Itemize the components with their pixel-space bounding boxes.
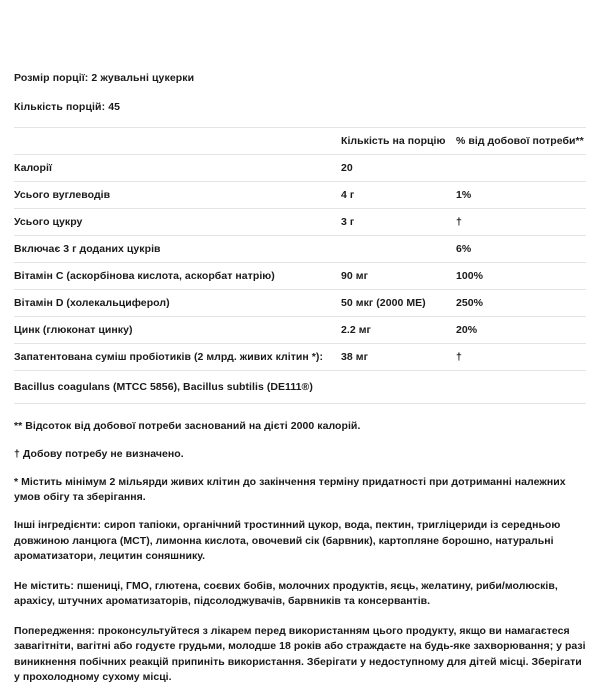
nutrient-amount: 20 — [341, 162, 353, 174]
nutrient-daily-value: † — [456, 351, 462, 363]
column-header-daily-value: % від добової потреби** — [456, 135, 584, 147]
nutrient-name: Усього вуглеводів — [14, 189, 111, 201]
table-row — [14, 344, 586, 371]
table-row — [14, 182, 586, 209]
footnote-dagger-not-established: † Добову потребу не визначено. — [14, 448, 184, 460]
nutrient-daily-value: 100% — [456, 270, 484, 282]
servings-per-container-line: Кількість порцій: 45 — [14, 101, 121, 113]
nutrient-daily-value: 1% — [456, 189, 472, 201]
nutrient-amount: 2.2 мг — [341, 324, 371, 336]
nutrient-daily-value — [456, 155, 586, 182]
table-row — [14, 290, 586, 317]
nutrient-amount: 38 мг — [341, 351, 368, 363]
nutrient-name: Усього цукру — [14, 216, 83, 228]
table-row — [14, 209, 586, 236]
table-row — [14, 317, 586, 344]
table-header — [14, 128, 586, 155]
nutrient-daily-value: 6% — [456, 243, 472, 255]
table-row — [14, 263, 586, 290]
nutrient-name: Включає 3 г доданих цукрів — [14, 243, 161, 255]
probiotic-strain-list: Bacillus coagulans (MTCC 5856), Bacillus subtilis (DE111®) — [14, 381, 313, 393]
nutrient-name: Запатентована суміш пробіотиків (2 млрд. живих клітин *): — [14, 351, 324, 363]
footnote-daily-value-basis: ** Відсоток від добової потреби заснований на дієті 2000 калорій. — [14, 420, 361, 432]
nutrient-name: Вітамін D (холекальциферол) — [14, 297, 170, 309]
serving-size-line: Розмір порції: 2 жувальні цукерки — [14, 72, 195, 84]
free-from-paragraph: Не містить: пшениці, ГМО, глютена, соєвих бобів, молочних продуктів, яєць, желатину, риби/молюсків, арахісу, штучних ароматизаторів, підсолоджувачів, барвників та консервантів. — [14, 579, 558, 607]
table-row — [14, 236, 586, 263]
table-header-row — [14, 128, 586, 155]
nutrient-amount: 50 мкг (2000 МЕ) — [341, 297, 426, 309]
table-body — [14, 155, 586, 404]
supplement-facts-table — [14, 127, 586, 404]
other-ingredients-paragraph: Інші інгредієнти: сироп тапіоки, органічний тростинний цукор, вода, пектин, тригліцериди із середньою довжиною ланцюга (MCT), лимонна кислота, овочевий сік (барвник), картопляне борошно, натуральні ароматизатори, лецитин соняшнику. — [14, 519, 561, 562]
nutrient-name: Цинк (глюконат цинку) — [14, 324, 133, 336]
nutrient-amount — [341, 236, 456, 263]
nutrient-name: Калорії — [14, 162, 52, 174]
nutrient-daily-value: † — [456, 216, 462, 228]
nutrient-amount: 90 мг — [341, 270, 368, 282]
nutrient-name: Вітамін C (аскорбінова кислота, аскорбат натрію) — [14, 270, 275, 282]
nutrient-daily-value: 20% — [456, 324, 478, 336]
warning-paragraph: Попередження: проконсультуйтеся з лікарем перед використанням цього продукту, якщо ви намагаєтеся завагітніти, вагітні або годуєте грудьми, молодше 18 років або страждаєте на будь-яке захворювання; у разі виникнення побічних реакцій припиніть використання. Зберігати у недоступному для дітей місці. Зберігати у прохолодному сухому місці. — [14, 624, 586, 683]
table-row-strains — [14, 371, 586, 404]
additional-info-block — [14, 518, 586, 686]
table-row — [14, 155, 586, 182]
nutrient-amount: 4 г — [341, 189, 355, 201]
column-header-amount-per-serving: Кількість на порцію — [341, 135, 446, 147]
nutrient-amount: 3 г — [341, 216, 355, 228]
footnote-live-cells: * Містить мінімум 2 мільярди живих клітин до закінчення терміну придатності при дотриманні належних умов обігу та зберігання. — [14, 476, 566, 503]
nutrient-daily-value: 250% — [456, 297, 484, 309]
column-header-nutrient — [14, 128, 341, 155]
footnotes-block — [14, 419, 586, 505]
